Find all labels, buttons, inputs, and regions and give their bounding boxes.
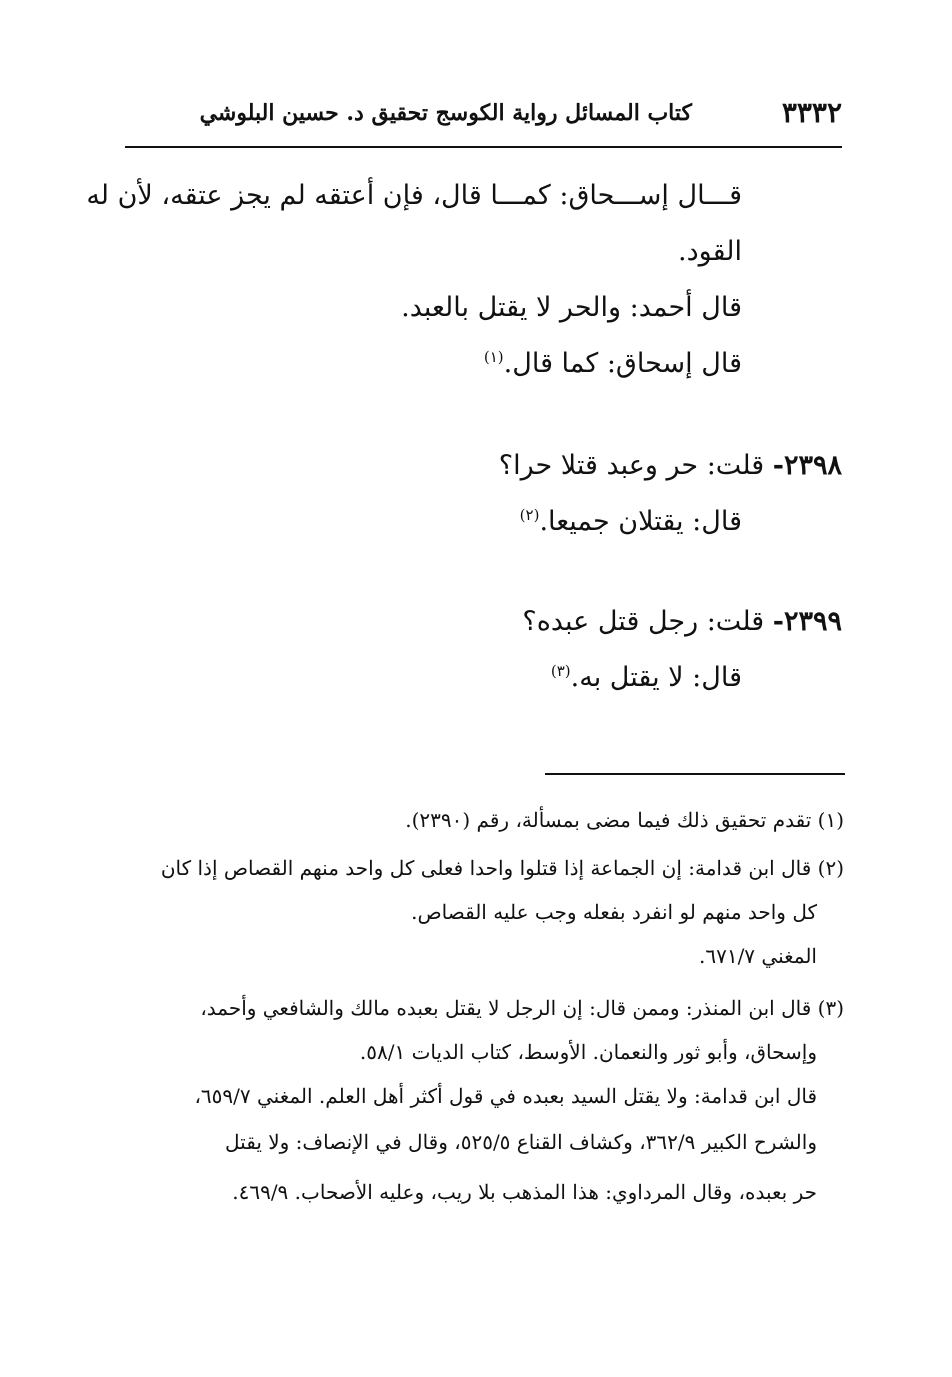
footnote-marker: (٢) (519, 506, 540, 524)
footnote-1: (١) تقدم تحقيق ذلك فيما مضى بمسألة، رقم (٢٣٩٠). (405, 808, 844, 832)
footnote-divider (545, 773, 845, 775)
body-line (484, 348, 742, 379)
answer-2398 (520, 506, 742, 537)
body-text: قال إسحاق: كما قال. (503, 348, 742, 379)
question-text: قلت: حر وعبد قتلا حرا؟ (498, 450, 765, 481)
body-line: القود. (678, 236, 742, 267)
page-number: ٣٣٣٢ (781, 96, 842, 129)
question-2398 (499, 450, 842, 481)
footnote-line: والشرح الكبير ٣٦٢/٩، وكشاف القناع ٥٢٥/٥، وقال في الإنصاف: ولا يقتل (225, 1130, 817, 1154)
answer-text: قال: لا يقتل به. (570, 662, 742, 693)
body-line: قال أحمد: والحر لا يقتل بالعبد. (401, 292, 742, 323)
footnote-3: (٣) قال ابن المنذر: وممن قال: إن الرجل لا يقتل بعبده مالك والشافعي وأحمد، (200, 996, 844, 1020)
footnote-line: وإسحاق، وأبو ثور والنعمان. الأوسط، كتاب الديات ٥٨/١. (359, 1040, 817, 1064)
footnote-marker: (٣) (550, 662, 571, 680)
question-2399 (522, 606, 842, 637)
question-number: ٢٣٩٩- (772, 606, 842, 637)
footnote-line: المغني ٦٧١/٧. (698, 944, 817, 968)
answer-text: قال: يقتلان جميعا. (539, 506, 742, 537)
footnote-line: حر بعبده، وقال المرداوي: هذا المذهب بلا ريب، وعليه الأصحاب. ٤٦٩/٩. (232, 1180, 817, 1204)
question-text: قلت: رجل قتل عبده؟ (522, 606, 765, 637)
body-line: قـــال إســـحاق: كمـــا قال، فإن أعتقه لم يجز عتقه، لأن له (86, 180, 742, 211)
running-title: كتاب المسائل رواية الكوسج تحقيق د. حسين البلوشي (199, 100, 692, 126)
footnote-2: (٢) قال ابن قدامة: إن الجماعة إذا قتلوا واحدا فعلى كل واحد منهم القصاص إذا كان (160, 856, 844, 880)
question-number: ٢٣٩٨- (772, 450, 842, 481)
header-divider (125, 146, 842, 148)
footnote-line: قال ابن قدامة: ولا يقتل السيد بعبده في قول أكثر أهل العلم. المغني ٦٥٩/٧، (194, 1084, 817, 1108)
footnote-marker: (١) (483, 348, 504, 366)
footnote-line: كل واحد منهم لو انفرد بفعله وجب عليه القصاص. (411, 900, 817, 924)
answer-2399 (551, 662, 742, 693)
page-header (128, 96, 842, 136)
